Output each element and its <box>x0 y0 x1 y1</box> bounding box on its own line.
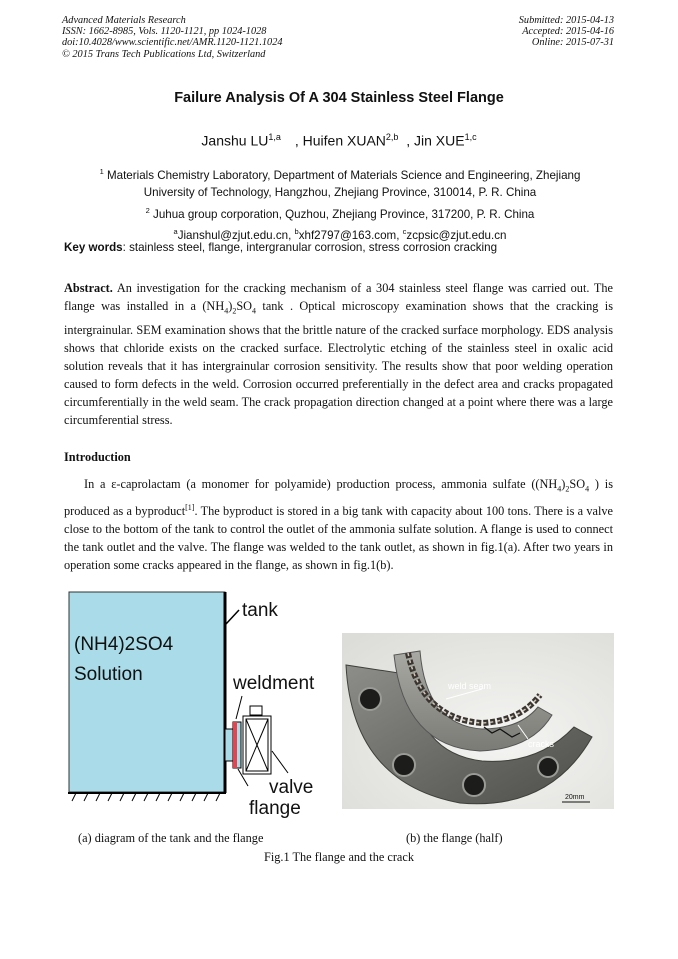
affiliation-1-cont: University of Technology, Hangzhou, Zhejiang Province, 310014, P. R. China <box>143 186 537 200</box>
online-date: Online: 2015-07-31 <box>531 37 614 49</box>
valve-label: valve <box>269 777 314 798</box>
email-mark: a <box>173 227 178 237</box>
email-c: zcpsic@zjut.edu.cn <box>406 229 507 243</box>
intro-text: ) is produced as a byproduct <box>64 477 613 518</box>
tank-flange-diagram <box>66 588 346 826</box>
paper-title: Failure Analysis Of A 304 Stainless Steel Flange <box>174 90 504 106</box>
email-b: xhf2797@163.com, <box>298 229 400 243</box>
doi-line: doi:10.4028/www.scientific.net/AMR.1120-1121.1024 <box>62 37 283 49</box>
introduction-paragraph <box>64 475 613 574</box>
subscript: 2 <box>232 306 237 316</box>
abstract-text: SO <box>236 299 253 314</box>
tank-label: tank <box>242 600 278 621</box>
citation: [1] <box>185 502 195 512</box>
email-mark: b <box>294 227 299 237</box>
ground-hatching <box>72 793 220 801</box>
abstract-label: Abstract. <box>64 281 113 295</box>
abstract-text: An investigation for the cracking mechanism of a 304 stainless steel flange was carried out. The flange was installed in a (NH <box>64 281 613 314</box>
scale-bar-label: 20mm <box>565 794 585 801</box>
bolt-hole <box>538 757 558 777</box>
subscript: 4 <box>252 306 257 316</box>
author-separator: , <box>406 132 411 149</box>
copyright-line: © 2015 Trans Tech Publications Ltd, Switzerland <box>62 48 266 60</box>
journal-name: Advanced Materials Research <box>62 15 186 26</box>
bolt-hole <box>463 774 485 796</box>
submitted-date: Submitted: 2015-04-13 <box>518 15 614 26</box>
email-mark: c <box>402 227 407 237</box>
caption-a: (a) diagram of the tank and the flange <box>78 831 264 845</box>
keywords-label: Key words <box>64 241 123 254</box>
valve-leader <box>272 751 288 773</box>
flange-label: flange <box>249 798 301 819</box>
abstract <box>64 279 613 429</box>
tank-leader <box>226 610 239 624</box>
affiliation-mark: 2 <box>145 205 150 215</box>
subscript: 4 <box>224 306 229 316</box>
weld-seam-label: weld seam <box>448 681 492 691</box>
weld-band <box>233 722 237 768</box>
author-list <box>0 132 678 149</box>
introduction-heading: Introduction <box>64 450 131 464</box>
author-name: Janshu LU <box>201 132 269 149</box>
bolt-hole <box>359 688 381 710</box>
weldment-label: weldment <box>233 673 315 694</box>
subscript: 4 <box>557 484 562 494</box>
author-affiliation-mark: 1,c <box>464 132 477 142</box>
bolt-hole <box>393 754 415 776</box>
intro-text: In a ε-caprolactam (a monomer for polyamide) production process, ammonia sulfate ((NH <box>84 477 558 491</box>
accepted-date: Accepted: 2015-04-16 <box>522 26 614 38</box>
solution-label-2: Solution <box>74 664 143 685</box>
intro-text: SO <box>569 477 586 491</box>
affiliation-1: Materials Chemistry Laboratory, Department of Materials Science and Engineering, Zhejiang <box>106 168 581 182</box>
cracks-label: cracks <box>528 739 555 749</box>
intro-text: . The byproduct is stored in a big tank with capacity about 100 tons. There is a valve close to the bottom of the tank to control the outlet of the ammonia sulfate solution. A flange is used to connect the tank outlet and the valve. The flange was welded to the tank outlet, as shown in fig.1(a). After two years in operation some cracks appeared in the flange, as shown in fig.1(b). <box>64 503 613 572</box>
keywords-text: : stainless steel, flange, intergranular corrosion, stress corrosion cracking <box>122 241 498 254</box>
flange-photo <box>342 633 614 809</box>
journal-header-left <box>62 15 283 60</box>
subscript: 2 <box>565 484 570 494</box>
affiliations <box>60 163 620 245</box>
solution-fill <box>69 592 225 792</box>
author-name: Huifen XUAN <box>302 132 386 149</box>
abstract-text: tank . Optical microscopy examination shows that the cracking is intergrainular. SEM examination shows that the brittle nature of the cracked surface morphology. EDS analysis shows that chloride exists on the cracked surface. Electrolytic etching of the stainless steel in oxalic acid solution reveals that it has intergrainular corrosion sensitivity. The results show that poor welding operation caused to form defects in the weld. Corrosion occurred preferentially in the defect area and cracks propagated circumferentially in the weld seam. The crack propagation direction changed at a point where there was a large circumferential stress. <box>64 299 613 428</box>
valve-neck <box>250 706 262 715</box>
author-affiliation-mark: 1,a <box>268 132 281 142</box>
journal-header-right <box>519 15 614 49</box>
subscript: 4 <box>585 484 590 494</box>
email-a: Jianshul@zjut.edu.cn, <box>177 229 292 243</box>
caption-b: (b) the flange (half) <box>406 831 503 845</box>
affiliation-mark: 1 <box>99 167 104 176</box>
solution-label: (NH4)2SO4 <box>74 634 174 655</box>
weldment-leader <box>236 696 242 719</box>
issn-line: ISSN: 1662-8985, Vols. 1120-1121, pp 1024-1028 <box>62 26 267 38</box>
abstract-text: ) <box>228 299 233 314</box>
author-affiliation-mark: 2,b <box>385 132 399 142</box>
affiliation-2: Juhua group corporation, Quzhou, Zhejiang Province, 317200, P. R. China <box>153 207 535 221</box>
figure-caption: Fig.1 The flange and the crack <box>263 850 414 864</box>
intro-text: ) <box>561 477 566 491</box>
author-name: Jin XUE <box>413 132 465 149</box>
author-separator: , <box>294 132 299 149</box>
keywords <box>64 241 624 254</box>
